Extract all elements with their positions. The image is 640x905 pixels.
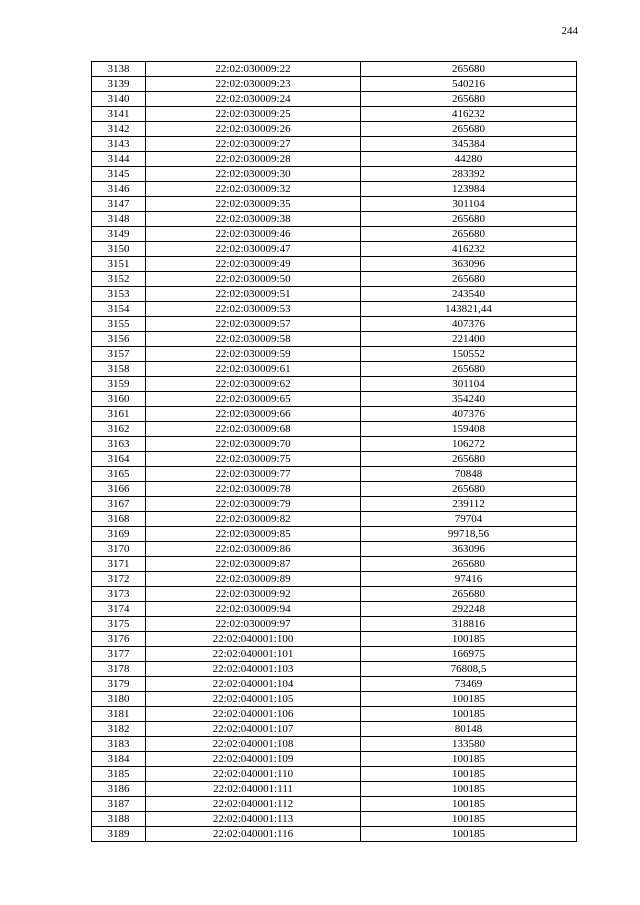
cadastral-number-cell: 22:02:030009:75 <box>146 452 361 467</box>
row-number-cell: 3185 <box>92 767 146 782</box>
row-number-cell: 3162 <box>92 422 146 437</box>
table-row <box>92 167 577 182</box>
value-cell: 363096 <box>361 542 577 557</box>
value-cell: 76808,5 <box>361 662 577 677</box>
value-cell: 100185 <box>361 797 577 812</box>
value-cell: 318816 <box>361 617 577 632</box>
row-number-cell: 3159 <box>92 377 146 392</box>
cadastral-number-cell: 22:02:040001:113 <box>146 812 361 827</box>
value-cell: 265680 <box>361 92 577 107</box>
table-row <box>92 632 577 647</box>
cadastral-number-cell: 22:02:030009:53 <box>146 302 361 317</box>
cadastral-number-cell: 22:02:040001:116 <box>146 827 361 842</box>
value-cell: 265680 <box>361 212 577 227</box>
cadastral-number-cell: 22:02:030009:66 <box>146 407 361 422</box>
cadastral-number-cell: 22:02:030009:61 <box>146 362 361 377</box>
cadastral-number-cell: 22:02:030009:50 <box>146 272 361 287</box>
cadastral-number-cell: 22:02:030009:92 <box>146 587 361 602</box>
row-number-cell: 3146 <box>92 182 146 197</box>
value-cell: 100185 <box>361 752 577 767</box>
row-number-cell: 3189 <box>92 827 146 842</box>
row-number-cell: 3160 <box>92 392 146 407</box>
cadastral-number-cell: 22:02:030009:86 <box>146 542 361 557</box>
value-cell: 354240 <box>361 392 577 407</box>
row-number-cell: 3142 <box>92 122 146 137</box>
table-row <box>92 467 577 482</box>
table-row <box>92 122 577 137</box>
table-row <box>92 197 577 212</box>
value-cell: 79704 <box>361 512 577 527</box>
row-number-cell: 3183 <box>92 737 146 752</box>
cadastral-number-cell: 22:02:040001:100 <box>146 632 361 647</box>
table-row <box>92 362 577 377</box>
value-cell: 363096 <box>361 257 577 272</box>
value-cell: 265680 <box>361 272 577 287</box>
cadastral-number-cell: 22:02:030009:89 <box>146 572 361 587</box>
cadastral-number-cell: 22:02:030009:25 <box>146 107 361 122</box>
value-cell: 100185 <box>361 827 577 842</box>
table-row <box>92 212 577 227</box>
table-body <box>92 62 577 842</box>
table-row <box>92 617 577 632</box>
value-cell: 265680 <box>361 587 577 602</box>
value-cell: 100185 <box>361 782 577 797</box>
table-row <box>92 92 577 107</box>
row-number-cell: 3178 <box>92 662 146 677</box>
cadastral-number-cell: 22:02:030009:62 <box>146 377 361 392</box>
row-number-cell: 3164 <box>92 452 146 467</box>
value-cell: 73469 <box>361 677 577 692</box>
value-cell: 265680 <box>361 482 577 497</box>
row-number-cell: 3186 <box>92 782 146 797</box>
row-number-cell: 3179 <box>92 677 146 692</box>
table-row <box>92 827 577 842</box>
row-number-cell: 3155 <box>92 317 146 332</box>
value-cell: 243540 <box>361 287 577 302</box>
row-number-cell: 3173 <box>92 587 146 602</box>
value-cell: 133580 <box>361 737 577 752</box>
row-number-cell: 3165 <box>92 467 146 482</box>
table-row <box>92 332 577 347</box>
row-number-cell: 3139 <box>92 77 146 92</box>
row-number-cell: 3177 <box>92 647 146 662</box>
value-cell: 100185 <box>361 707 577 722</box>
value-cell: 44280 <box>361 152 577 167</box>
table-row <box>92 737 577 752</box>
row-number-cell: 3161 <box>92 407 146 422</box>
row-number-cell: 3138 <box>92 62 146 77</box>
value-cell: 301104 <box>361 377 577 392</box>
table-row <box>92 107 577 122</box>
table-row <box>92 767 577 782</box>
value-cell: 100185 <box>361 632 577 647</box>
table-row <box>92 302 577 317</box>
cadastral-number-cell: 22:02:030009:46 <box>146 227 361 242</box>
cadastral-number-cell: 22:02:030009:51 <box>146 287 361 302</box>
table-row <box>92 602 577 617</box>
table-row <box>92 452 577 467</box>
table-row <box>92 572 577 587</box>
table-row <box>92 437 577 452</box>
cadastral-number-cell: 22:02:030009:26 <box>146 122 361 137</box>
table-row <box>92 752 577 767</box>
cadastral-number-cell: 22:02:040001:105 <box>146 692 361 707</box>
cadastral-number-cell: 22:02:040001:104 <box>146 677 361 692</box>
row-number-cell: 3167 <box>92 497 146 512</box>
table-row <box>92 647 577 662</box>
table-row <box>92 377 577 392</box>
table-row <box>92 152 577 167</box>
row-number-cell: 3175 <box>92 617 146 632</box>
row-number-cell: 3144 <box>92 152 146 167</box>
value-cell: 265680 <box>361 227 577 242</box>
table-row <box>92 557 577 572</box>
row-number-cell: 3170 <box>92 542 146 557</box>
row-number-cell: 3143 <box>92 137 146 152</box>
table-row <box>92 257 577 272</box>
row-number-cell: 3171 <box>92 557 146 572</box>
row-number-cell: 3153 <box>92 287 146 302</box>
row-number-cell: 3176 <box>92 632 146 647</box>
cadastral-number-cell: 22:02:030009:79 <box>146 497 361 512</box>
cadastral-number-cell: 22:02:030009:38 <box>146 212 361 227</box>
table-row <box>92 587 577 602</box>
value-cell: 100185 <box>361 812 577 827</box>
value-cell: 416232 <box>361 107 577 122</box>
cadastral-number-cell: 22:02:030009:77 <box>146 467 361 482</box>
row-number-cell: 3140 <box>92 92 146 107</box>
value-cell: 166975 <box>361 647 577 662</box>
table-row <box>92 662 577 677</box>
value-cell: 345384 <box>361 137 577 152</box>
row-number-cell: 3187 <box>92 797 146 812</box>
table-row <box>92 137 577 152</box>
value-cell: 159408 <box>361 422 577 437</box>
cadastral-number-cell: 22:02:040001:103 <box>146 662 361 677</box>
row-number-cell: 3154 <box>92 302 146 317</box>
value-cell: 265680 <box>361 362 577 377</box>
row-number-cell: 3152 <box>92 272 146 287</box>
row-number-cell: 3184 <box>92 752 146 767</box>
row-number-cell: 3151 <box>92 257 146 272</box>
value-cell: 265680 <box>361 557 577 572</box>
value-cell: 99718,56 <box>361 527 577 542</box>
cadastral-number-cell: 22:02:040001:108 <box>146 737 361 752</box>
table-row <box>92 227 577 242</box>
table-row <box>92 542 577 557</box>
row-number-cell: 3174 <box>92 602 146 617</box>
value-cell: 221400 <box>361 332 577 347</box>
cadastral-number-cell: 22:02:040001:106 <box>146 707 361 722</box>
cadastral-number-cell: 22:02:040001:112 <box>146 797 361 812</box>
cadastral-number-cell: 22:02:030009:22 <box>146 62 361 77</box>
cadastral-number-cell: 22:02:030009:28 <box>146 152 361 167</box>
row-number-cell: 3188 <box>92 812 146 827</box>
table-row <box>92 62 577 77</box>
row-number-cell: 3172 <box>92 572 146 587</box>
row-number-cell: 3163 <box>92 437 146 452</box>
cadastral-number-cell: 22:02:030009:70 <box>146 437 361 452</box>
value-cell: 416232 <box>361 242 577 257</box>
cadastral-number-cell: 22:02:030009:23 <box>146 77 361 92</box>
value-cell: 283392 <box>361 167 577 182</box>
value-cell: 239112 <box>361 497 577 512</box>
table-row <box>92 242 577 257</box>
row-number-cell: 3147 <box>92 197 146 212</box>
row-number-cell: 3169 <box>92 527 146 542</box>
cadastral-number-cell: 22:02:040001:111 <box>146 782 361 797</box>
cadastral-number-cell: 22:02:030009:47 <box>146 242 361 257</box>
cadastral-number-cell: 22:02:030009:68 <box>146 422 361 437</box>
row-number-cell: 3156 <box>92 332 146 347</box>
row-number-cell: 3157 <box>92 347 146 362</box>
row-number-cell: 3145 <box>92 167 146 182</box>
table-row <box>92 677 577 692</box>
table-row <box>92 272 577 287</box>
cadastral-number-cell: 22:02:030009:30 <box>146 167 361 182</box>
cadastral-number-cell: 22:02:030009:59 <box>146 347 361 362</box>
cadastral-number-cell: 22:02:040001:107 <box>146 722 361 737</box>
table-row <box>92 77 577 92</box>
row-number-cell: 3181 <box>92 707 146 722</box>
cadastral-number-cell: 22:02:030009:24 <box>146 92 361 107</box>
table-row <box>92 482 577 497</box>
row-number-cell: 3150 <box>92 242 146 257</box>
value-cell: 80148 <box>361 722 577 737</box>
value-cell: 97416 <box>361 572 577 587</box>
table-row <box>92 317 577 332</box>
value-cell: 123984 <box>361 182 577 197</box>
table-row <box>92 707 577 722</box>
value-cell: 150552 <box>361 347 577 362</box>
value-cell: 265680 <box>361 452 577 467</box>
value-cell: 143821,44 <box>361 302 577 317</box>
table-row <box>92 497 577 512</box>
cadastral-number-cell: 22:02:030009:94 <box>146 602 361 617</box>
table-row <box>92 812 577 827</box>
row-number-cell: 3141 <box>92 107 146 122</box>
cadastral-number-cell: 22:02:030009:65 <box>146 392 361 407</box>
cadastral-number-cell: 22:02:030009:32 <box>146 182 361 197</box>
row-number-cell: 3168 <box>92 512 146 527</box>
cadastral-number-cell: 22:02:030009:27 <box>146 137 361 152</box>
table-row <box>92 527 577 542</box>
cadastral-number-cell: 22:02:030009:35 <box>146 197 361 212</box>
table-row <box>92 692 577 707</box>
table-row <box>92 422 577 437</box>
table-row <box>92 182 577 197</box>
cadastral-value-table <box>91 61 577 842</box>
value-cell: 70848 <box>361 467 577 482</box>
cadastral-number-cell: 22:02:030009:57 <box>146 317 361 332</box>
page-number: 244 <box>561 25 578 37</box>
row-number-cell: 3182 <box>92 722 146 737</box>
cadastral-number-cell: 22:02:030009:78 <box>146 482 361 497</box>
table-row <box>92 407 577 422</box>
row-number-cell: 3166 <box>92 482 146 497</box>
value-cell: 265680 <box>361 122 577 137</box>
value-cell: 100185 <box>361 767 577 782</box>
row-number-cell: 3158 <box>92 362 146 377</box>
cadastral-number-cell: 22:02:040001:110 <box>146 767 361 782</box>
cadastral-number-cell: 22:02:040001:109 <box>146 752 361 767</box>
value-cell: 540216 <box>361 77 577 92</box>
cadastral-number-cell: 22:02:030009:87 <box>146 557 361 572</box>
value-cell: 106272 <box>361 437 577 452</box>
value-cell: 301104 <box>361 197 577 212</box>
value-cell: 407376 <box>361 317 577 332</box>
cadastral-number-cell: 22:02:030009:97 <box>146 617 361 632</box>
row-number-cell: 3180 <box>92 692 146 707</box>
table-row <box>92 722 577 737</box>
value-cell: 407376 <box>361 407 577 422</box>
table-row <box>92 782 577 797</box>
cadastral-number-cell: 22:02:040001:101 <box>146 647 361 662</box>
value-cell: 100185 <box>361 692 577 707</box>
table-row <box>92 392 577 407</box>
table-row <box>92 347 577 362</box>
value-cell: 265680 <box>361 62 577 77</box>
table-row <box>92 287 577 302</box>
table-row <box>92 797 577 812</box>
row-number-cell: 3149 <box>92 227 146 242</box>
table-row <box>92 512 577 527</box>
cadastral-number-cell: 22:02:030009:58 <box>146 332 361 347</box>
value-cell: 292248 <box>361 602 577 617</box>
row-number-cell: 3148 <box>92 212 146 227</box>
cadastral-number-cell: 22:02:030009:82 <box>146 512 361 527</box>
cadastral-number-cell: 22:02:030009:49 <box>146 257 361 272</box>
cadastral-number-cell: 22:02:030009:85 <box>146 527 361 542</box>
